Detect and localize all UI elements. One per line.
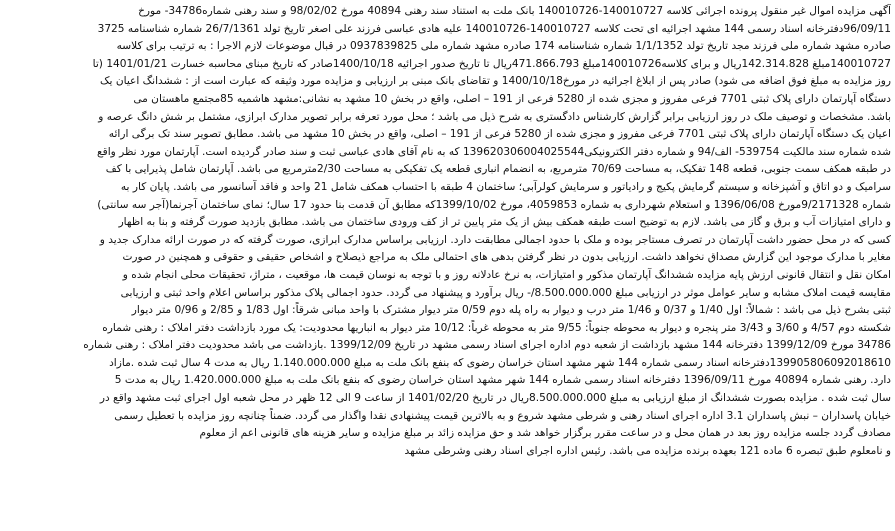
notice-line-7: باشد. مشخصات و توصیف ملک در روز ارزیابی برابر گزارش کارشناس دادگستری به شرح ذیل می باشد ؛ محل مورد تعرفه برابر تصویر مدارک ابرازی، مشتمل بر شش دانگ عرصه و <box>98 110 891 123</box>
notice-line-21: 139905806092018610دفترخانه اسناد رسمی شماره 144 شهر مشهد استان خراسان رضوی که بنفع بانک ملت به مبلغ 1.140.000.000 ریال به مدت 4 سال ثبت شده .مازاد <box>109 356 891 369</box>
notice-line-16: امکان نقل و انتقال قانونی ارزش پایه مزایده ششدانگ آپارتمان مذکور و امتیازات، به نرخ عادلانه روز و با توجه به نوسان قیمت ها، موقعیت ، متراژ، تحقیقات محلی انجام شده و <box>122 268 891 281</box>
notice-line-3: صادره مشهد شماره ملی فرزند مجد تاریخ تولد 1/1/1352 شماره شناسنامه 174 صادره مشهد شماره ملی 0937839825 در قبال موضوعات لازم الاجرا : به ترتیب برای کلاسه <box>116 40 891 53</box>
notice-line-22: دارد. رهنی شماره 40894 مورخ 1396/09/11 دفترخانه اسناد رسمی شماره 144 شهر مشهد استان خراسان رضوی که بنفع بانک ملت به مبلغ 1.420.000.000 ریال به مدت 5 <box>114 374 891 387</box>
notice-line-8: اعیان یک دستگاه آپارتمان دارای پلاک ثبتی 7701 فرعی مفروز و مجزی شده از 5280 فرعی از 191 – اصلی، واقع در بخش 10 مشهد می باشد. مطابق تصویر سند تک برگی ارائه <box>108 128 891 141</box>
notice-line-18: ثبتی بشرح ذیل می باشد : شمالاً: اول 1/40 و 0/37 و 1/46 متر درب و دیوار به راه پله دوم 0/59 متر دیوار مشترک با واحد مبانی شرقاً: اول 1/83 و 2/85 و 0/96 متر دیوار <box>131 304 891 317</box>
notice-line-13: و دارای امتیازات آب و برق و گاز می باشد. لازم به توضیح است طبقه همکف بیش از یک متر پایین تر از کف ورودی ساختمان می باشد. مطابق بازدید صورت گرفته و بنا به اظهار <box>118 216 891 229</box>
notice-line-19: شکسته دوم 4/57 و 3/60 و 3/43 متر پنجره و دیوار به محوطه جنوباً: 9/55 متر به محوطه غرباً: 10/12 متر دیوار به انباریها محدودیت: یک مورد بازداشت دفتر املاک : رهنی شماره <box>102 321 891 334</box>
notice-line-24: خیابان پاسداران – نبش پاسداران 3.1 اداره اجرای اسناد رهنی و شرطی مشهد شروع و به بالاترین قیمت پیشنهادی نقدا واگذار می گردد. ضمناً چنانچه روز مزایده با تعطیل رسمی <box>114 409 891 422</box>
notice-line-2: 96/09/11دفترخانه اسناد رسمی 144 مشهد اجرائیه ای تحت کلاسه 140010727-140010726 علیه هادی عباسی فرزند علی اصغر تاریخ تولد 26/7/1361 شماره شناسنامه 3725 <box>97 22 891 35</box>
notice-line-4: 140010727مبلغ 142.314.828ریال و برای کلاسه140010726مبلغ 471.866.793ریال تا تاریخ صدور اجرائیه 1400/10/18صادر که تاریخ مبنای محاسبه خسارت 1401/01/21 (تا <box>92 57 891 70</box>
notice-line-14: کسی که در محل حضور داشت آپارتمان در تصرف مستاجر بوده و ملک با حدود اجمالی مطابقت دارد. ارزیابی براساس مدارک ابرازی، صورت گرفته که در صورت ارائه مدارک جدید و <box>99 233 891 246</box>
notice-line-17: مقایسه قیمت املاک مشابه و سایر عوامل موثر در ارزیابی مبلغ 8.500.000.000/- ریال برآورد و پیشنهاد می گردد. حدود اجمالی پلاک مذکور براساس اعلام واحد ثبتی و ارزیابی <box>120 286 891 299</box>
notice-line-1: آگهی مزایده اموال غیر منقول پرونده اجرائی کلاسه 140010727-140010726 بانک ملت به استناد سند رهنی 40894 مورخ 98/02/02 و سند رهنی شماره34786- مورخ <box>138 5 891 17</box>
notice-line-9: شده شماره سند مالکیت 539754- الف/94 و شماره دفتر الکترونیکی139620306004025544 که به نام آقای هادی عباسی ثبت و سند صادر گردیده است. آپارتمان مورد نظر واقع <box>97 145 891 158</box>
notice-line-10: در طبقه همکف سمت جنوبی، قطعه 148 تفکیک، به مساحت 70/69 مترمربع، به انضمام انباری قطعه یک تفکیکی به مساحت 2/30مترمربع می باشد. آپارتمان شامل پذیرایی با کف <box>105 163 891 176</box>
notice-line-15: مغایر با مدارک موجود این گزارش مصداق نخواهد داشت. ارزیابی بدون در نظر گرفتن بدهی های احتمالی ملک به مراجع ذیصلاح و اشخاص حقیقی و حقوقی و همچنین در صورت <box>122 251 891 264</box>
notice-line-26: و نامعلوم طبق تبصره 6 ماده 121 بعهده برنده مزایده می باشد. رئیس اداره اجرای اسناد رهنی وشرطی مشهد <box>404 444 891 457</box>
notice-line-12: شماره 9/2171328مورخ 1396/06/08 و استعلام شهرداری به شماره 4059853، مورخ 1399/10/02که مطابق آن قدمت بنا حدود 17 سال؛ نمای ساختمان آجرنما(آجر سه سانتی) <box>97 198 891 211</box>
notice-line-11: سرامیک و دو اتاق و آشپزخانه و سیستم گرمایش پکیج و رادیاتور و سرمایش کولرآبی؛ ساختمان 4 طبقه با احتساب همکف شامل 21 واحد و فاقد آسانسور می باشد. پایان کار به <box>120 180 891 193</box>
notice-line-5: روز مزایده به مبلغ فوق اضافه می شود) صادر پس از ابلاغ اجرائیه در مورخ1400/10/18 و تقاضای بانک مبنی بر ارزیابی و مزایده مورد وثیقه که عبارت است از : ششدانگ اعیان یک <box>100 75 891 88</box>
notice-line-25: مصادف گردد جلسه مزایده روز بعد در همان محل و در ساعت مقرر برگزار خواهد شد و حق مزایده زائد بر مبلغ مزایده و سایر هزینه های قانونی اعم از معلوم <box>199 427 891 440</box>
notice-line-23: سال ثبت شده . مزایده بصورت ششدانگ از مبلغ ارزیابی به مبلغ 8.500.000.000ریال در تاریخ 1401/02/20 از ساعت 9 الی 12 ظهر در محل شعبه اول اجرای ثبت مشهد واقع در <box>99 392 891 405</box>
notice-line-20: 34786 مورخ 1399/12/09 دفترخانه 144 مشهد بازداشت از شعبه دوم اداره اجرای اسناد رسمی مشهد در تاریخ 1399/12/09 .بازداشت می باشد محدودیت دفتر املاک : رهنی شماره <box>83 339 891 352</box>
notice-line-6: دستگاه آپارتمان دارای پلاک ثبتی 7701 فرعی مفروز و مجزی شده از 5280 فرعی از 191 – اصلی، واقع در بخش 10 مشهد به نشانی:مشهد هاشمیه 85مجتمع ماهستان می <box>133 92 891 105</box>
